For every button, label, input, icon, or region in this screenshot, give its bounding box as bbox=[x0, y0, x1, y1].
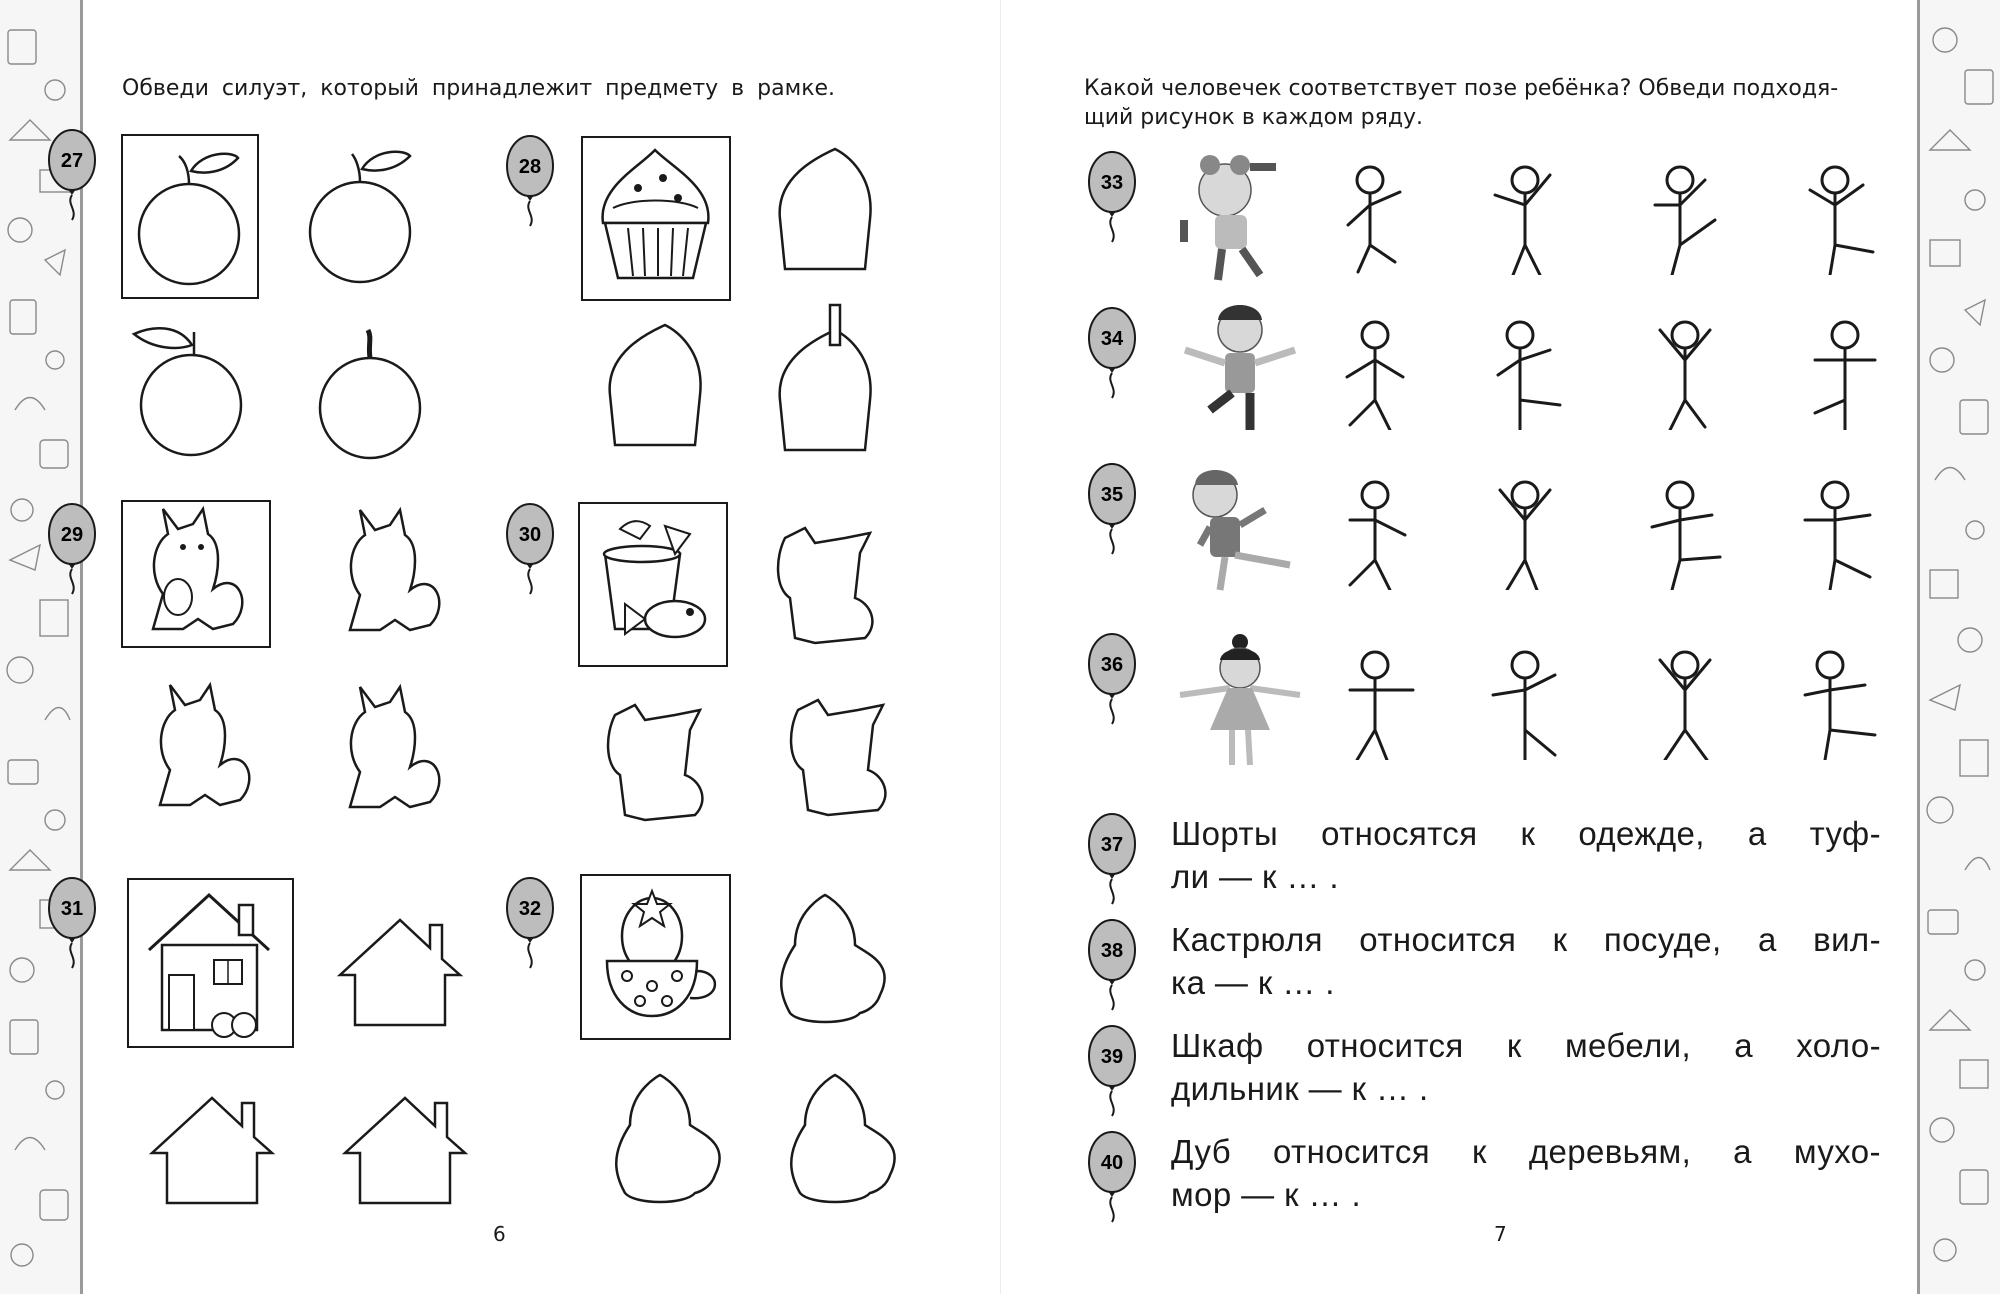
page-number-left: 6 bbox=[493, 1222, 506, 1246]
bucket-fish-silhouette-c[interactable] bbox=[770, 675, 910, 840]
svg-text:38: 38 bbox=[1100, 940, 1124, 962]
analogy-38-word-5: а bbox=[1758, 921, 1777, 958]
task-number-balloon-32 bbox=[500, 876, 560, 976]
analogy-39-word-3: к bbox=[1506, 1027, 1522, 1064]
stick-figure-33-b[interactable] bbox=[1480, 155, 1570, 275]
analogy-39-word-1: Шкаф bbox=[1171, 1027, 1264, 1064]
stick-figure-34-c[interactable] bbox=[1640, 310, 1730, 430]
house-silhouette-a[interactable] bbox=[330, 895, 470, 1035]
svg-text:31: 31 bbox=[60, 898, 84, 920]
cupcake-icon bbox=[583, 138, 728, 298]
task-number-balloon-36 bbox=[1082, 632, 1142, 732]
orange-silhouette-with-leaf[interactable] bbox=[300, 134, 420, 299]
boy-stretch-icon bbox=[1180, 295, 1310, 440]
svg-text:30: 30 bbox=[518, 524, 542, 546]
cupcake-silhouette-c[interactable] bbox=[760, 300, 890, 460]
squirrel-icon bbox=[123, 502, 268, 645]
squirrel-silhouette-b[interactable] bbox=[130, 675, 270, 825]
task-number-balloon-35 bbox=[1082, 462, 1142, 562]
subject-frame-house bbox=[127, 878, 294, 1048]
stick-figure-33-a[interactable] bbox=[1330, 155, 1420, 275]
stick-figure-35-d[interactable] bbox=[1790, 470, 1890, 590]
task-number-balloon-31 bbox=[42, 876, 102, 976]
stick-figure-34-a[interactable] bbox=[1330, 310, 1420, 430]
analogy-40 bbox=[1171, 1130, 1881, 1216]
stick-figure-35-a[interactable] bbox=[1330, 470, 1420, 590]
cupcake-silhouette-b[interactable] bbox=[590, 305, 720, 460]
left-page-instruction: Обведи силуэт, который принадлежит предмету в рамке. bbox=[122, 76, 836, 101]
analogy-40-word-4: деревьям, bbox=[1528, 1133, 1692, 1170]
orange-icon bbox=[123, 136, 256, 296]
task-number-balloon-28 bbox=[500, 134, 560, 234]
svg-text:32: 32 bbox=[518, 898, 542, 920]
stick-figure-36-c[interactable] bbox=[1640, 640, 1740, 760]
subject-frame-cup-egg bbox=[580, 874, 731, 1040]
stick-figure-33-c[interactable] bbox=[1640, 155, 1730, 275]
task-number-balloon-30 bbox=[500, 502, 560, 602]
svg-text:27: 27 bbox=[60, 150, 84, 172]
svg-text:39: 39 bbox=[1100, 1046, 1124, 1068]
page-number-right: 7 bbox=[1494, 1222, 1507, 1246]
task-number-balloon-39 bbox=[1082, 1024, 1142, 1124]
analogy-38-word-1: Кастрюля bbox=[1171, 921, 1323, 958]
right-border-rule bbox=[1917, 0, 1920, 1294]
analogy-40-line-2: мор — к … . bbox=[1171, 1176, 1362, 1213]
analogy-37-line-2: ли — к … . bbox=[1171, 858, 1339, 895]
analogy-40-word-1: Дуб bbox=[1171, 1133, 1232, 1170]
analogy-37-word-1: Шорты bbox=[1171, 815, 1279, 852]
analogy-39-word-4: мебели, bbox=[1564, 1027, 1692, 1064]
bucket-fish-icon bbox=[580, 504, 725, 664]
task-number-balloon-34 bbox=[1082, 306, 1142, 406]
cup-egg-silhouette-c[interactable] bbox=[770, 1060, 915, 1220]
stick-figure-36-d[interactable] bbox=[1790, 640, 1890, 760]
cup-egg-silhouette-a[interactable] bbox=[760, 880, 900, 1040]
svg-text:35: 35 bbox=[1100, 484, 1124, 506]
instruction-line-1: Какой человечек соответствует позе ребёнка? Обведи подходя- bbox=[1084, 76, 1839, 101]
cup-egg-icon bbox=[582, 876, 728, 1037]
bucket-fish-silhouette-b[interactable] bbox=[580, 690, 730, 840]
svg-text:34: 34 bbox=[1100, 328, 1124, 350]
svg-text:29: 29 bbox=[60, 524, 84, 546]
svg-text:28: 28 bbox=[518, 156, 542, 178]
subject-frame-orange bbox=[121, 134, 259, 299]
house-silhouette-c[interactable] bbox=[335, 1070, 475, 1215]
analogy-40-word-5: а bbox=[1733, 1133, 1752, 1170]
stick-figure-34-d[interactable] bbox=[1790, 310, 1890, 430]
analogy-37-word-3: к bbox=[1520, 815, 1536, 852]
analogy-39-line-2: дильник — к … . bbox=[1171, 1070, 1429, 1107]
analogy-39-word-6: холо- bbox=[1796, 1027, 1881, 1064]
svg-text:40: 40 bbox=[1100, 1152, 1124, 1174]
analogy-38-word-4: посуде, bbox=[1603, 921, 1722, 958]
analogy-40-word-2: относится bbox=[1273, 1133, 1430, 1170]
stick-figure-36-b[interactable] bbox=[1480, 640, 1580, 760]
analogy-40-word-3: к bbox=[1471, 1133, 1487, 1170]
girl-dumbbell-icon bbox=[1170, 145, 1300, 285]
orange-silhouette-two-leaves[interactable] bbox=[124, 320, 259, 460]
page-spine bbox=[1000, 0, 1001, 1294]
squirrel-silhouette-c[interactable] bbox=[325, 680, 460, 825]
task-number-balloon-29 bbox=[42, 502, 102, 602]
analogy-38-word-3: к bbox=[1552, 921, 1568, 958]
house-icon bbox=[129, 880, 291, 1045]
analogy-38-line-2: ка — к … . bbox=[1171, 964, 1335, 1001]
orange-silhouette-stem-only[interactable] bbox=[310, 320, 430, 460]
analogy-39-word-2: относится bbox=[1306, 1027, 1464, 1064]
cup-egg-silhouette-b[interactable] bbox=[595, 1060, 745, 1220]
subject-frame-bucket-fish bbox=[578, 502, 728, 667]
ballerina-icon bbox=[1170, 630, 1310, 775]
task-number-balloon-38 bbox=[1082, 918, 1142, 1018]
analogy-37-word-4: одежде, bbox=[1578, 815, 1705, 852]
cupcake-silhouette-a[interactable] bbox=[760, 134, 890, 284]
right-page-instruction bbox=[1084, 74, 1872, 132]
analogy-37-word-6: туф- bbox=[1809, 815, 1881, 852]
analogy-37 bbox=[1171, 812, 1881, 898]
svg-text:37: 37 bbox=[1100, 834, 1124, 856]
analogy-38-word-6: вил- bbox=[1813, 921, 1881, 958]
instruction-line-2: щий рисунок в каждом ряду. bbox=[1084, 105, 1424, 130]
analogy-40-word-6: мухо- bbox=[1793, 1133, 1881, 1170]
analogy-39 bbox=[1171, 1024, 1881, 1110]
house-silhouette-b[interactable] bbox=[140, 1070, 280, 1215]
svg-text:36: 36 bbox=[1100, 654, 1124, 676]
stick-figure-34-b[interactable] bbox=[1480, 310, 1580, 430]
analogy-37-word-2: относятся bbox=[1321, 815, 1478, 852]
squirrel-silhouette-a[interactable] bbox=[325, 505, 460, 645]
task-number-balloon-40 bbox=[1082, 1130, 1142, 1230]
stick-figure-36-a[interactable] bbox=[1330, 640, 1430, 760]
analogy-38-word-2: относится bbox=[1359, 921, 1517, 958]
right-doodle-border bbox=[1920, 0, 2000, 1294]
bucket-fish-silhouette-a[interactable] bbox=[755, 510, 895, 665]
analogy-37-word-5: а bbox=[1747, 815, 1767, 852]
stick-figure-33-d[interactable] bbox=[1790, 155, 1890, 275]
analogy-38 bbox=[1171, 918, 1881, 1004]
subject-frame-squirrel bbox=[121, 500, 271, 648]
girl-skater-icon bbox=[1180, 455, 1310, 600]
subject-frame-cupcake bbox=[581, 136, 731, 301]
stick-figure-35-b[interactable] bbox=[1480, 470, 1580, 590]
stick-figure-35-c[interactable] bbox=[1640, 470, 1740, 590]
analogy-39-word-5: а bbox=[1734, 1027, 1754, 1064]
svg-text:33: 33 bbox=[1100, 172, 1124, 194]
task-number-balloon-33 bbox=[1082, 150, 1142, 250]
task-number-balloon-27 bbox=[42, 128, 102, 228]
task-number-balloon-37 bbox=[1082, 812, 1142, 912]
